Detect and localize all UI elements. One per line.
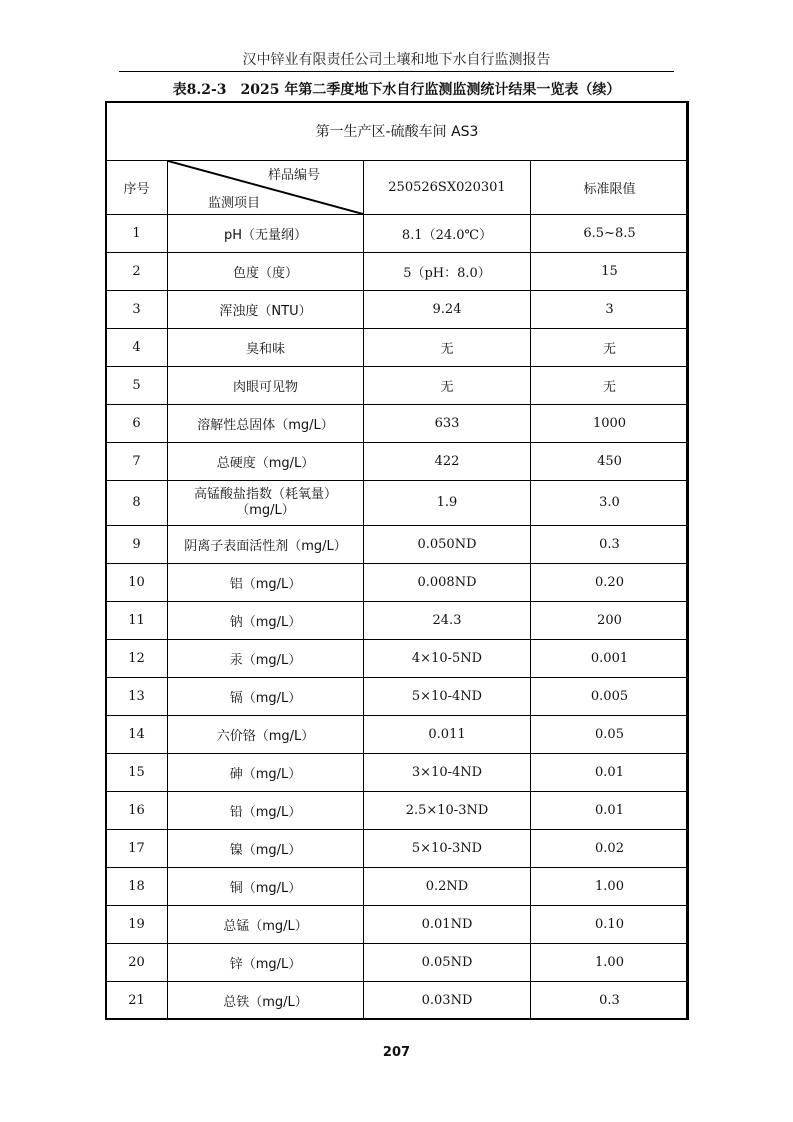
row-value: 0.03ND [364, 982, 531, 1020]
row-index: 5 [106, 367, 168, 405]
row-limit: 200 [531, 602, 689, 640]
row-limit: 450 [531, 443, 689, 481]
row-value: 1.9 [364, 481, 531, 526]
row-item: pH（无量纲） [168, 215, 364, 253]
row-value: 9.24 [364, 291, 531, 329]
row-value: 0.008ND [364, 564, 531, 602]
diagonal-header-item: 监测项目 [208, 196, 261, 211]
row-item: 钠（mg/L） [168, 602, 364, 640]
row-index: 7 [106, 443, 168, 481]
row-item: 浑浊度（NTU） [168, 291, 364, 329]
row-limit: 0.3 [531, 982, 689, 1020]
row-value: 0.2ND [364, 868, 531, 906]
row-limit: 0.01 [531, 754, 689, 792]
row-limit: 无 [531, 367, 689, 405]
row-value: 24.3 [364, 602, 531, 640]
row-index: 16 [106, 792, 168, 830]
row-index: 19 [106, 906, 168, 944]
row-index: 1 [106, 215, 168, 253]
row-item: 总铁（mg/L） [168, 982, 364, 1020]
row-index: 10 [106, 564, 168, 602]
row-index: 4 [106, 329, 168, 367]
row-limit: 0.10 [531, 906, 689, 944]
row-index: 3 [106, 291, 168, 329]
row-index: 18 [106, 868, 168, 906]
row-limit: 3.0 [531, 481, 689, 526]
row-value: 0.011 [364, 716, 531, 754]
row-limit: 0.20 [531, 564, 689, 602]
row-limit: 0.005 [531, 678, 689, 716]
row-index: 21 [106, 982, 168, 1020]
row-value: 633 [364, 405, 531, 443]
row-item: 总锰（mg/L） [168, 906, 364, 944]
page-number: 207 [382, 1045, 411, 1060]
row-item: 六价铬（mg/L） [168, 716, 364, 754]
row-limit: 6.5~8.5 [531, 215, 689, 253]
row-value: 422 [364, 443, 531, 481]
row-item: 总硬度（mg/L） [168, 443, 364, 481]
row-item: 铅（mg/L） [168, 792, 364, 830]
row-value: 5（pH：8.0） [364, 253, 531, 291]
row-limit: 1000 [531, 405, 689, 443]
column-header-sample-id: 250526SX020301 [364, 161, 531, 215]
table-outer-border [105, 101, 688, 1020]
row-value: 无 [364, 329, 531, 367]
row-index: 13 [106, 678, 168, 716]
row-index: 15 [106, 754, 168, 792]
row-item: 镉（mg/L） [168, 678, 364, 716]
row-value: 0.01ND [364, 906, 531, 944]
row-limit: 0.001 [531, 640, 689, 678]
row-limit: 0.3 [531, 526, 689, 564]
row-value: 8.1（24.0℃） [364, 215, 531, 253]
diagonal-header-sample: 样品编号 [268, 168, 321, 183]
row-limit: 0.01 [531, 792, 689, 830]
row-limit: 0.02 [531, 830, 689, 868]
row-index: 8 [106, 481, 168, 526]
row-value: 5×10-4ND [364, 678, 531, 716]
row-index: 11 [106, 602, 168, 640]
row-value: 5×10-3ND [364, 830, 531, 868]
column-header-index: 序号 [106, 161, 168, 215]
row-value: 0.050ND [364, 526, 531, 564]
row-limit: 1.00 [531, 868, 689, 906]
row-value: 无 [364, 367, 531, 405]
row-index: 14 [106, 716, 168, 754]
header-divider [119, 71, 674, 72]
row-item: 色度（度） [168, 253, 364, 291]
row-item: 肉眼可见物 [168, 367, 364, 405]
row-item-line2: （mg/L） [236, 503, 295, 518]
row-index: 2 [106, 253, 168, 291]
row-item: 砷（mg/L） [168, 754, 364, 792]
report-header: 汉中锌业有限责任公司土壤和地下水自行监测报告 [242, 52, 551, 68]
row-index: 6 [106, 405, 168, 443]
row-item: 汞（mg/L） [168, 640, 364, 678]
row-limit: 3 [531, 291, 689, 329]
row-item-line1: 高锰酸盐指数（耗氧量） [193, 487, 337, 502]
row-limit: 1.00 [531, 944, 689, 982]
section-title: 第一生产区-硫酸车间 AS3 [106, 102, 689, 161]
row-item: 溶解性总固体（mg/L） [168, 405, 364, 443]
row-index: 12 [106, 640, 168, 678]
row-limit: 无 [531, 329, 689, 367]
row-value: 2.5×10-3ND [364, 792, 531, 830]
row-index: 9 [106, 526, 168, 564]
row-value: 0.05ND [364, 944, 531, 982]
column-header-limit: 标准限值 [531, 161, 689, 215]
row-value: 4×10-5ND [364, 640, 531, 678]
row-index: 17 [106, 830, 168, 868]
row-item: 锌（mg/L） [168, 944, 364, 982]
row-item: 阴离子表面活性剂（mg/L） [168, 526, 364, 564]
row-limit: 15 [531, 253, 689, 291]
row-index: 20 [106, 944, 168, 982]
row-item: 铝（mg/L） [168, 564, 364, 602]
table-title: 表8.2-3 2025 年第二季度地下水自行监测监测统计结果一览表（续） [172, 82, 621, 98]
row-item: 镍（mg/L） [168, 830, 364, 868]
row-item: 臭和味 [168, 329, 364, 367]
row-value: 3×10-4ND [364, 754, 531, 792]
row-item: 铜（mg/L） [168, 868, 364, 906]
row-limit: 0.05 [531, 716, 689, 754]
